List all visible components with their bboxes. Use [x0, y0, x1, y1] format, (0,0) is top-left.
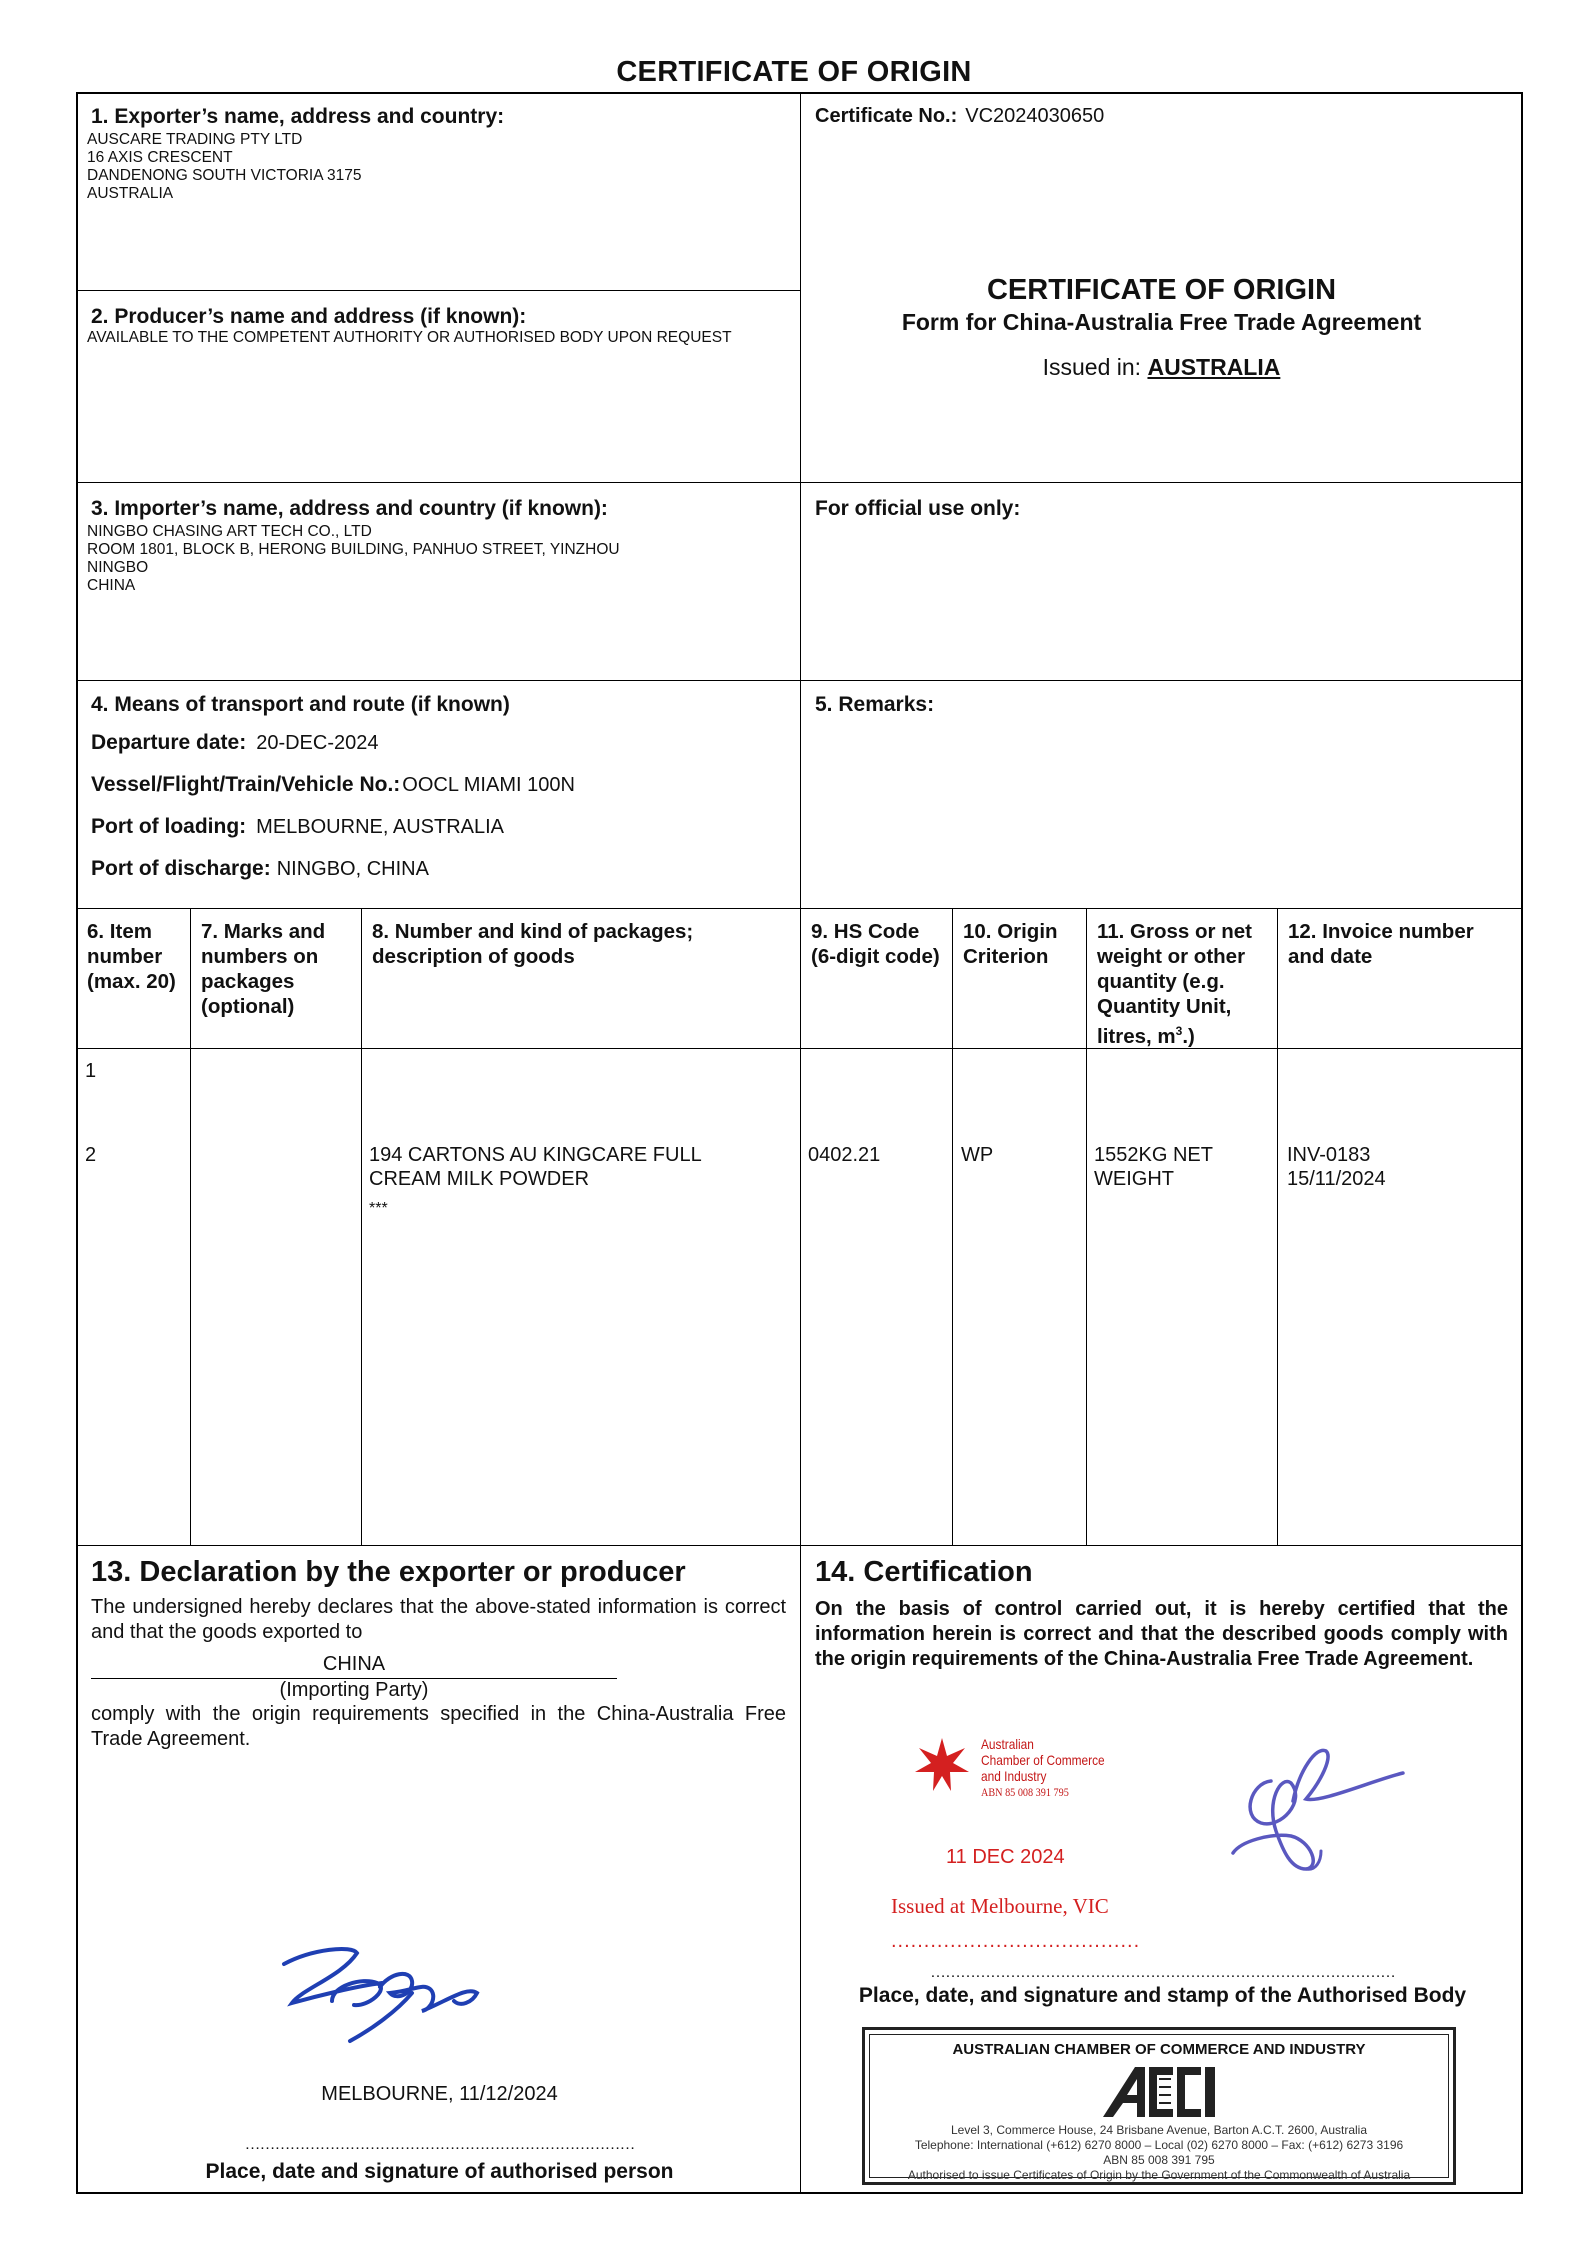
official-use-box: [800, 482, 1523, 681]
exporter-box: [76, 92, 801, 291]
stamp-abn: ABN 85 008 391 795: [981, 1785, 1069, 1799]
acci-abn: ABN 85 008 391 795: [1103, 2153, 1215, 2167]
header-marks: 7. Marks and numbers on packages (optional): [190, 908, 362, 1049]
acci-details: [865, 2123, 1453, 2183]
certificate-heading: CERTIFICATE OF ORIGIN: [986, 274, 1337, 306]
goods-description-end: ***: [369, 1200, 388, 1217]
header-weight: [1086, 908, 1278, 1049]
exporter-signature: [272, 1931, 492, 2046]
acci-title: AUSTRALIAN CHAMBER OF COMMERCE AND INDUSTRY: [952, 2041, 1366, 2058]
header-origin-criterion: 10. Origin Criterion: [952, 908, 1087, 1049]
importer-line: ROOM 1801, BLOCK B, HERONG BUILDING, PANHUO STREET, YINZHOU: [87, 541, 620, 558]
acci-address: Level 3, Commerce House, 24 Brisbane Avenue, Barton A.C.T. 2600, Australia: [950, 2123, 1367, 2137]
stamp-line-1: Australian: [981, 1736, 1034, 1752]
column-item-number: [76, 1048, 191, 1546]
departure-value: 20-DEC-2024: [256, 732, 379, 754]
column-hs-code: [800, 1048, 953, 1546]
importing-party-caption: (Importing Party): [279, 1679, 429, 1701]
acci-logo-icon: [1099, 2063, 1229, 2121]
stamp-line-3: and Industry: [981, 1768, 1047, 1784]
transport-label: 4. Means of transport and route (if known): [91, 693, 510, 716]
certificate-no-value: VC2024030650: [965, 105, 1105, 127]
certification-label: 14. Certification: [815, 1556, 1033, 1588]
producer-text: AVAILABLE TO THE COMPETENT AUTHORITY OR AUTHORISED BODY UPON REQUEST: [87, 329, 732, 346]
importer-label: 3. Importer’s name, address and country (if known):: [91, 497, 608, 520]
weight-value: 1552KG NET WEIGHT: [1094, 1144, 1213, 1190]
declaration-text-2: comply with the origin requirements specified in the China-Australia Free Trade Agreement.: [91, 1703, 786, 1750]
producer-box: [76, 290, 801, 483]
header-weight-end: .): [1182, 1024, 1195, 1048]
loading-label: Port of loading:: [91, 815, 247, 838]
remarks-box: [800, 680, 1523, 909]
item-number-1: 1: [85, 1060, 97, 1082]
acci-authorised: Authorised to issue Certificates of Origin by the Government of the Commonwealth of Australia: [907, 2168, 1411, 2182]
authorised-body-dots: …………………………………………………………………………………: [930, 1964, 1395, 1981]
issued-in-value: AUSTRALIA: [1147, 354, 1281, 380]
origin-criterion-value: WP: [961, 1144, 994, 1166]
invoice-date: 15/11/2024: [1287, 1168, 1386, 1190]
certificate-info-box: [800, 92, 1523, 483]
importer-line: NINGBO CHASING ART TECH CO., LTD: [87, 523, 372, 540]
departure-label: Departure date:: [91, 731, 247, 754]
red-dotted-line: ......................................: [891, 1930, 1141, 1952]
discharge-value: NINGBO, CHINA: [276, 858, 429, 880]
vessel-value: OOCL MIAMI 100N: [402, 774, 575, 796]
column-invoice: [1277, 1048, 1523, 1546]
certificate-no-label: Certificate No.:: [815, 105, 958, 127]
issued-in-label: Issued in:: [1042, 354, 1142, 380]
stamp-line-2: Chamber of Commerce: [981, 1752, 1105, 1768]
invoice-number: INV-0183: [1287, 1144, 1371, 1166]
importing-country: CHINA: [91, 1645, 617, 1679]
declaration-place-date: MELBOURNE, 11/12/2024: [321, 2083, 558, 2105]
header-weight-text: 11. Gross or net weight or other quantity (e.g. Quantity Unit, litres, m: [1097, 920, 1252, 1048]
exporter-line: AUSCARE TRADING PTY LTD: [87, 131, 303, 148]
importer-line: CHINA: [87, 577, 136, 594]
loading-value: MELBOURNE, AUSTRALIA: [256, 816, 504, 838]
transport-box: [76, 680, 801, 909]
column-weight: [1086, 1048, 1278, 1546]
remarks-label: 5. Remarks:: [815, 693, 935, 716]
header-weight-sup: 3: [1175, 1024, 1183, 1038]
certification-issued-at: Issued at Melbourne, VIC: [891, 1894, 1109, 1918]
header-hs-code: 9. HS Code (6-digit code): [800, 908, 953, 1049]
declaration-text: The undersigned hereby declares that the above-stated information is correct and that the goods exported to: [91, 1596, 786, 1643]
exporter-label: 1. Exporter’s name, address and country:: [91, 105, 505, 128]
certifier-signature: [1221, 1741, 1411, 1886]
importer-line: NINGBO: [87, 559, 149, 576]
exporter-line: 16 AXIS CRESCENT: [87, 149, 233, 166]
declaration-signature-caption: Place, date and signature of authorised person: [205, 2160, 674, 2183]
producer-label: 2. Producer’s name and address (if known):: [91, 305, 527, 328]
certification-text: On the basis of control carried out, it is hereby certified that the information herein is correct and that the described goods comply with the origin requirements of the China-Australia Free Trade Agreement.: [815, 1598, 1508, 1670]
column-marks: [190, 1048, 362, 1546]
header-item-number: 6. Item number (max. 20): [76, 908, 191, 1049]
document-title: CERTIFICATE OF ORIGIN: [616, 56, 972, 88]
signature-dots: ……………………………………………………………………: [244, 2136, 635, 2153]
column-description: [361, 1048, 801, 1546]
importer-box: [76, 482, 801, 681]
certification-date: 11 DEC 2024: [946, 1846, 1065, 1868]
item-number-2: 2: [85, 1144, 97, 1166]
exporter-line: AUSTRALIA: [87, 185, 174, 202]
chamber-stamp: [981, 1736, 1105, 1800]
acci-stamp: [862, 2027, 1456, 2185]
official-use-label: For official use only:: [815, 497, 1021, 520]
star-icon: [913, 1736, 971, 1794]
goods-description: 194 CARTONS AU KINGCARE FULL CREAM MILK POWDER: [369, 1144, 701, 1190]
column-origin-criterion: [952, 1048, 1087, 1546]
acci-phone: Telephone: International (+612) 6270 8000 – Local (02) 6270 8000 – Fax: (+612) 6273 3196: [914, 2138, 1404, 2152]
declaration-label: 13. Declaration by the exporter or producer: [91, 1556, 686, 1588]
vessel-label: Vessel/Flight/Train/Vehicle No.:: [91, 773, 401, 796]
header-description: 8. Number and kind of packages; description of goods: [361, 908, 801, 1049]
exporter-line: DANDENONG SOUTH VICTORIA 3175: [87, 167, 362, 184]
header-invoice: 12. Invoice number and date: [1277, 908, 1523, 1049]
certification-signature-caption: Place, date, and signature and stamp of the Authorised Body: [858, 1984, 1467, 2007]
hs-code-value: 0402.21: [808, 1144, 881, 1166]
certificate-subheading: Form for China-Australia Free Trade Agreement: [901, 309, 1422, 335]
discharge-label: Port of discharge:: [91, 857, 271, 880]
declaration-box: [76, 1545, 801, 2194]
